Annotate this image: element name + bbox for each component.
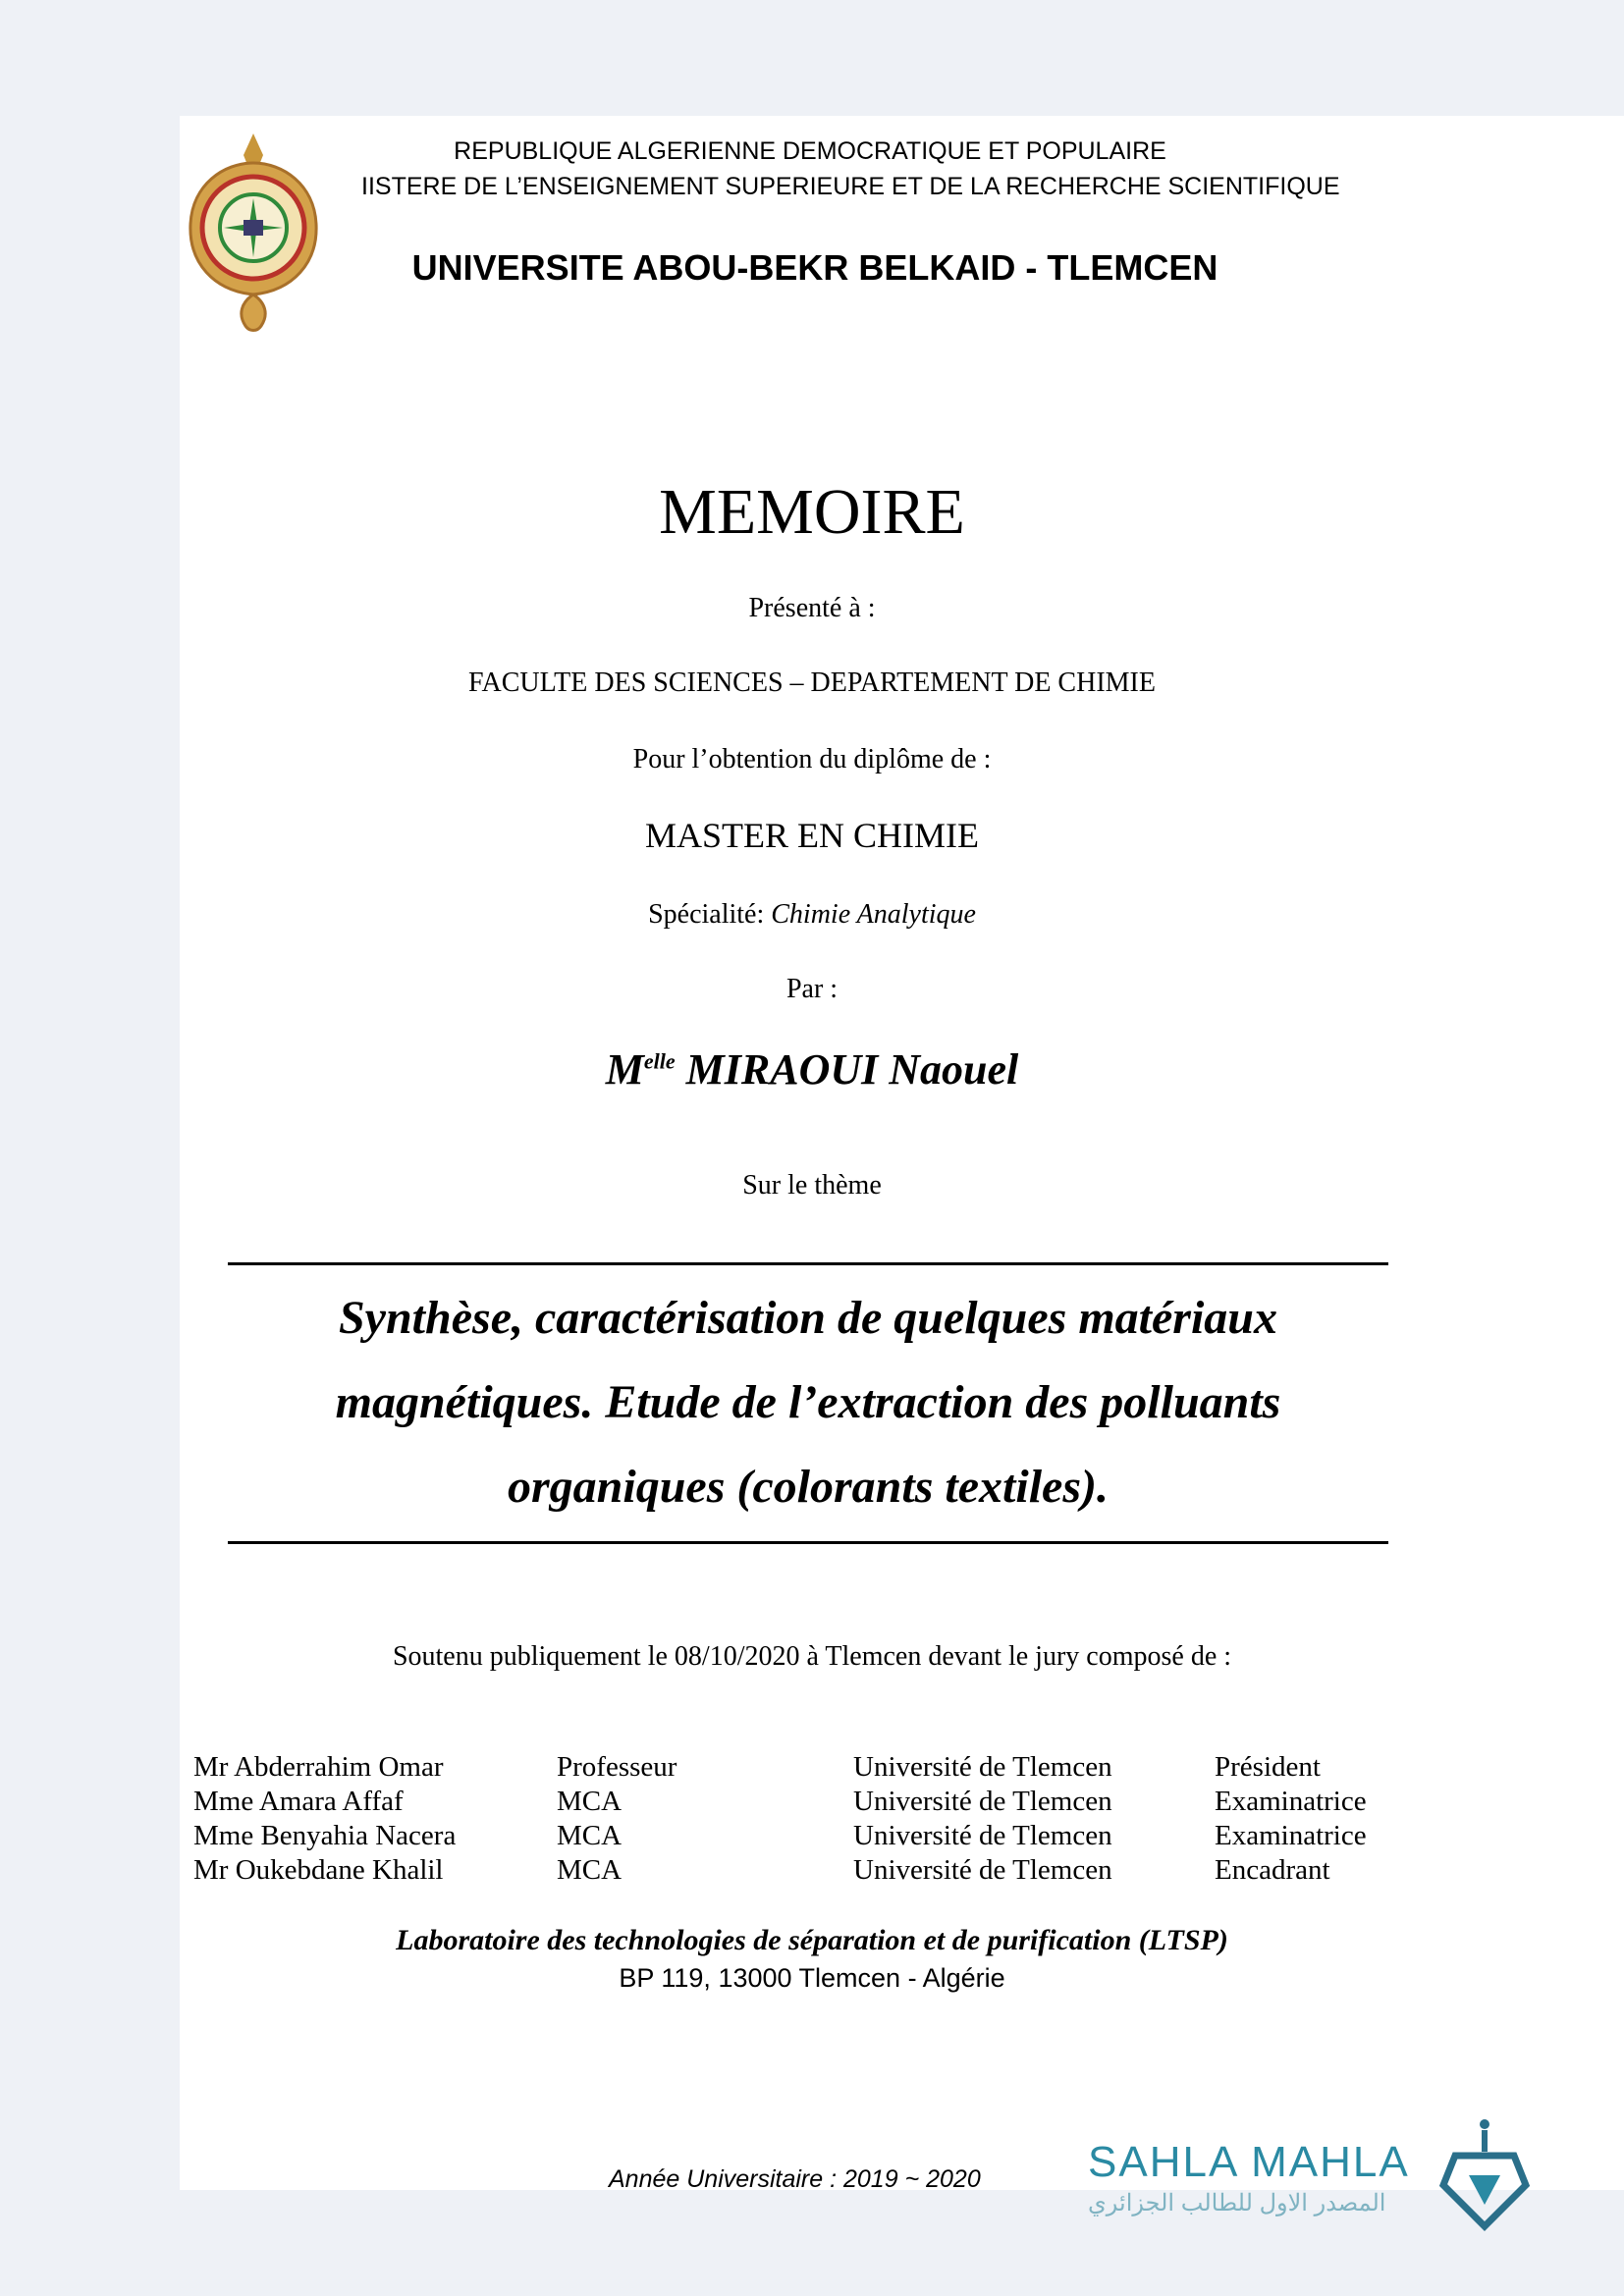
author-prefix: M xyxy=(605,1045,644,1094)
jury-name: Mme Amara Affaf xyxy=(193,1786,404,1817)
jury-grade: Professeur xyxy=(557,1751,677,1783)
theme-label: Sur le thème xyxy=(742,1170,882,1201)
author xyxy=(0,1044,1624,1095)
jury-institution: Université de Tlemcen xyxy=(853,1820,1112,1851)
jury-role: Président xyxy=(1215,1751,1321,1783)
title-rule-bottom xyxy=(228,1541,1388,1544)
academic-year: Année Universitaire : 2019 ~ 2020 xyxy=(609,2165,981,2193)
jury-name: Mr Abderrahim Omar xyxy=(193,1751,444,1783)
specialty-value: Chimie Analytique xyxy=(771,899,976,930)
jury-name: Mr Oukebdane Khalil xyxy=(193,1854,444,1886)
university-crest-icon xyxy=(185,126,322,340)
degree-intro: Pour l’obtention du diplôme de : xyxy=(632,744,992,774)
specialty xyxy=(0,899,1624,931)
jury-role: Examinatrice xyxy=(1215,1786,1367,1817)
presented-to: Présenté à : xyxy=(748,593,876,623)
jury-institution: Université de Tlemcen xyxy=(853,1854,1112,1886)
jury-grade: MCA xyxy=(557,1854,623,1886)
author-title-sup: elle xyxy=(643,1048,676,1074)
republic-header: REPUBLIQUE ALGERIENNE DEMOCRATIQUE ET POPULAIRE xyxy=(454,137,1166,165)
faculty: FACULTE DES SCIENCES – DEPARTEMENT DE CHIMIE xyxy=(468,667,1156,698)
by-label: Par : xyxy=(785,974,839,1004)
jury-grade: MCA xyxy=(557,1820,623,1851)
jury-institution: Université de Tlemcen xyxy=(853,1751,1112,1783)
specialty-label: Spécialité: xyxy=(648,899,765,930)
author-name: MIRAOUI Naouel xyxy=(685,1045,1019,1094)
watermark-brand: SAHLA MAHLA xyxy=(1088,2138,1410,2186)
university-name: UNIVERSITE ABOU-BEKR BELKAID - TLEMCEN xyxy=(411,247,1218,288)
jury-role: Examinatrice xyxy=(1215,1820,1367,1851)
sahla-mahla-logo-icon xyxy=(1435,2116,1534,2234)
title-rule-top xyxy=(228,1262,1388,1265)
ministry-header: IISTERE DE L’ENSEIGNEMENT SUPERIEURE ET DE LA RECHERCHE SCIENTIFIQUE xyxy=(361,173,1340,200)
jury-institution: Université de Tlemcen xyxy=(853,1786,1112,1817)
document-type: MEMOIRE xyxy=(659,476,965,548)
thesis-title: Synthèse, caractérisation de quelques matériaux magnétiques. Etude de l’extraction des polluants organiques (colorants textiles). xyxy=(335,1292,1281,1513)
jury-grade: MCA xyxy=(557,1786,623,1817)
lab-address: BP 119, 13000 Tlemcen - Algérie xyxy=(619,1963,1005,1993)
degree: MASTER EN CHIMIE xyxy=(645,816,979,855)
watermark-tagline: المصدر الاول للطالب الجزائري xyxy=(1088,2190,1386,2216)
laboratory: Laboratoire des technologies de séparation et de purification (LTSP) xyxy=(396,1924,1228,1956)
jury-role: Encadrant xyxy=(1215,1854,1330,1886)
defense-statement: Soutenu publiquement le 08/10/2020 à Tlemcen devant le jury composé de : xyxy=(392,1641,1232,1672)
jury-name: Mme Benyahia Nacera xyxy=(193,1820,457,1851)
